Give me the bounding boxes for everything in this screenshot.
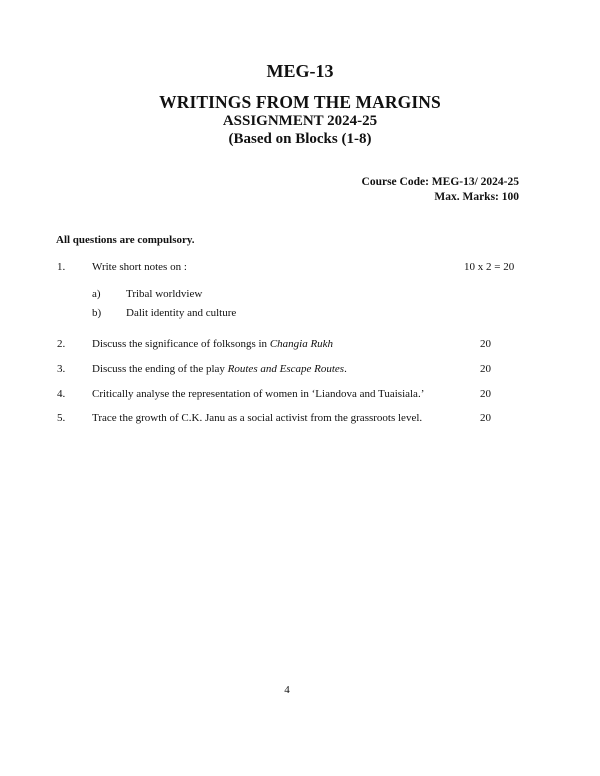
course-code-heading: MEG-13 (266, 61, 334, 81)
question-number: 5. (57, 412, 66, 424)
question-marks: 20 (480, 363, 491, 375)
question-number: 2. (57, 338, 66, 350)
question-text (92, 363, 347, 375)
question-marks: 20 (480, 388, 491, 400)
question-text: Trace the growth of C.K. Janu as a social activist from the grassroots level. (92, 412, 423, 424)
question-text-plain: Discuss the ending of the play (92, 363, 228, 375)
question-number: 4. (57, 388, 66, 400)
question-text-plain: Discuss the significance of folksongs in (92, 338, 270, 350)
subitem-label: a) (92, 288, 101, 300)
page-number: 4 (284, 684, 290, 696)
question-marks: 10 x 2 = 20 (464, 261, 515, 273)
subitem-text: Dalit identity and culture (126, 307, 237, 319)
subitem-text: Tribal worldview (126, 288, 203, 300)
question-text: Write short notes on : (92, 261, 187, 273)
course-code-line: Course Code: MEG-13/ 2024-25 (361, 176, 519, 188)
max-marks-line: Max. Marks: 100 (434, 191, 519, 203)
question-number: 1. (57, 261, 66, 273)
work-title: Changia Rukh (269, 338, 334, 350)
question-text-plain: . (344, 363, 347, 375)
question-text (92, 338, 333, 350)
based-on-blocks: (Based on Blocks (1-8) (228, 131, 372, 147)
document-title: WRITINGS FROM THE MARGINS (159, 92, 441, 112)
question-marks: 20 (480, 412, 491, 424)
instructions: All questions are compulsory. (56, 234, 195, 246)
question-number: 3. (57, 363, 66, 375)
question-marks: 20 (480, 338, 491, 350)
question-text: Critically analyse the representation of women in ‘Liandova and Tuaisiala.’ (92, 388, 425, 400)
subitem-label: b) (92, 307, 102, 319)
work-title: Routes and Escape Routes (227, 363, 345, 375)
assignment-year: ASSIGNMENT 2024-25 (222, 113, 378, 129)
